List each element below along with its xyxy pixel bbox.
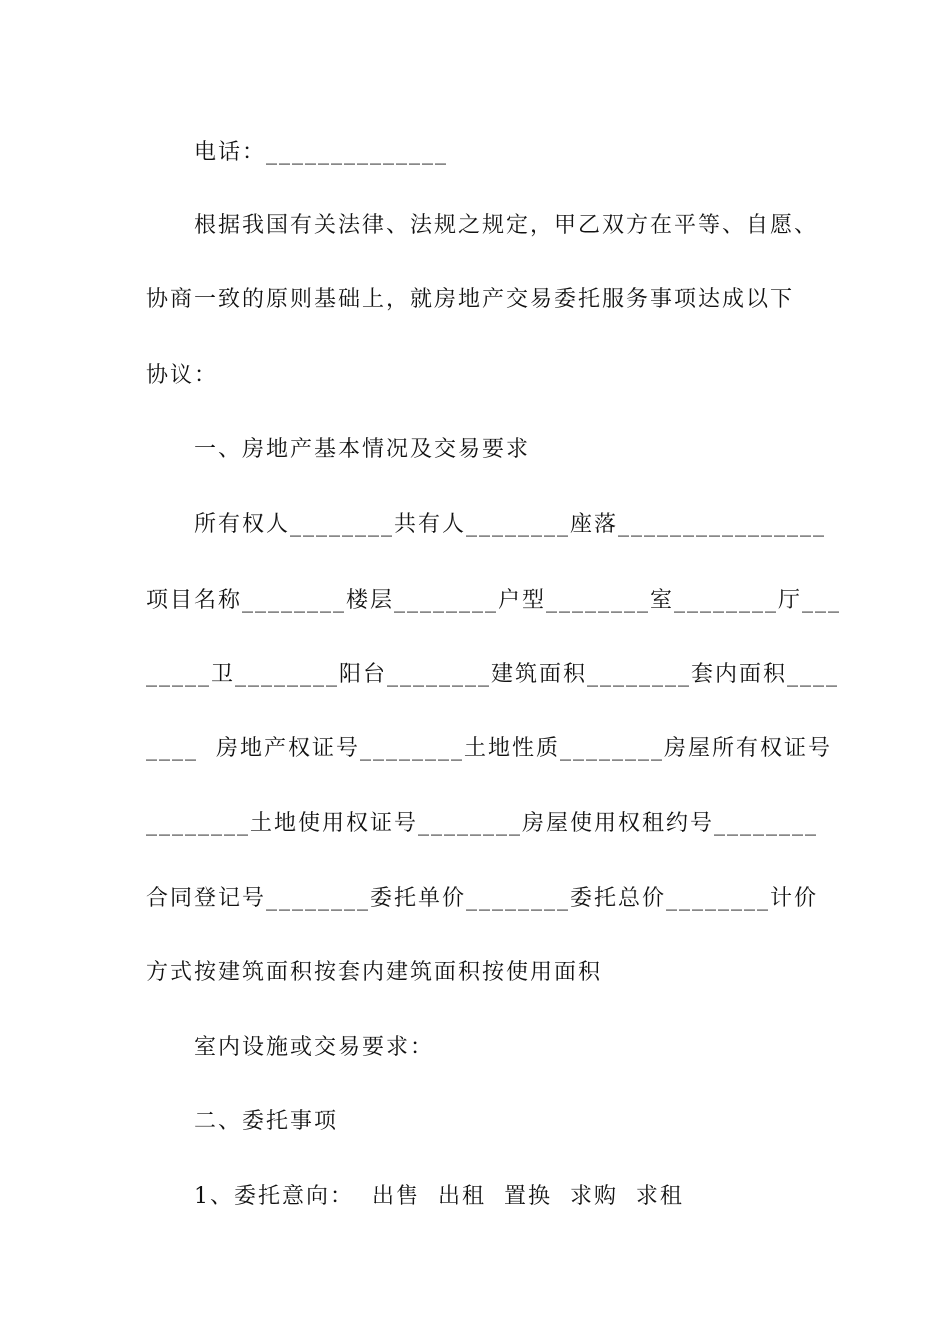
section-heading: 二、委托事项 bbox=[194, 1109, 339, 1134]
paragraph-line: 室内设施或交易要求： bbox=[194, 1035, 435, 1060]
form-line: 方式按建筑面积按套内建筑面积按使用面积 bbox=[146, 960, 603, 985]
form-line: _____卫________阳台________建筑面积________套内面积____ bbox=[146, 662, 840, 687]
section-heading: 一、房地产基本情况及交易要求 bbox=[194, 437, 531, 462]
form-line: 所有权人________共有人________座落________________ bbox=[194, 512, 827, 537]
form-line: ____ 房地产权证号________土地性质________房屋所有权证号 bbox=[146, 736, 832, 761]
form-line: ________土地使用权证号________房屋使用权租约号________ bbox=[146, 811, 819, 836]
paragraph-line: 1、委托意向： 出售 出租 置换 求购 求租 bbox=[194, 1184, 684, 1209]
form-line: 合同登记号________委托单价________委托总价________计价 bbox=[146, 886, 819, 911]
paragraph-line: 协商一致的原则基础上，就房地产交易委托服务事项达成以下 bbox=[146, 287, 795, 312]
phone-line: 电话：______________ bbox=[194, 140, 449, 165]
paragraph-line: 协议： bbox=[146, 363, 219, 388]
paragraph-line: 根据我国有关法律、法规之规定，甲乙双方在平等、自愿、 bbox=[194, 213, 819, 238]
form-line: 项目名称________楼层________户型________室________厅___ bbox=[146, 588, 842, 613]
